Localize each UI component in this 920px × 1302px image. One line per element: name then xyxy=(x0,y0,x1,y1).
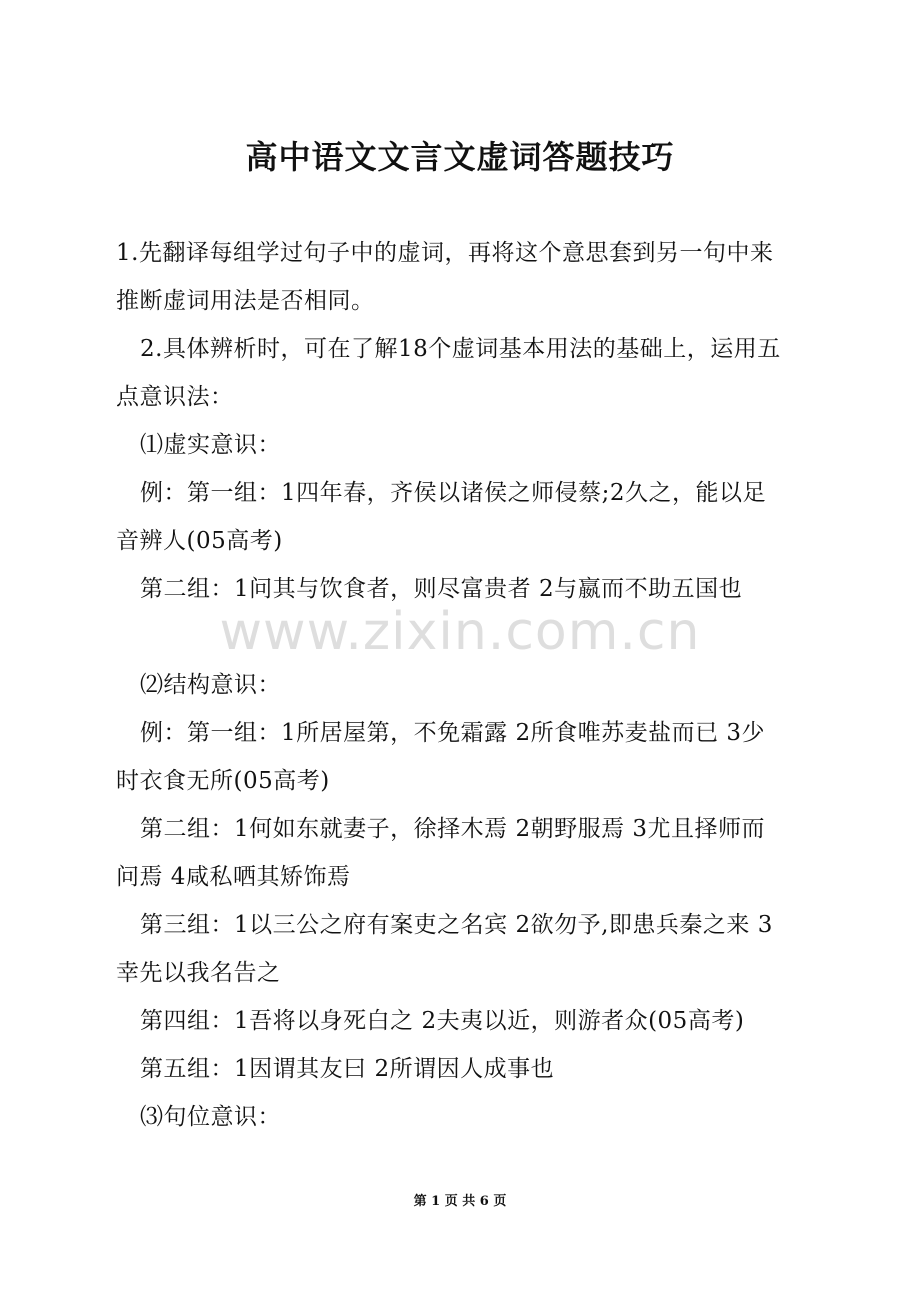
watermark: www.zixin.com.cn xyxy=(219,602,701,662)
paragraph-line: 第五组：1因谓其友曰 2所谓因人成事也 xyxy=(140,1056,555,1082)
section-heading: ⑴虚实意识： xyxy=(140,432,281,458)
paragraph-line: 问焉 4咸私哂其矫饰焉 xyxy=(116,864,351,890)
paragraph-line: 推断虚词用法是否相同。 xyxy=(116,288,375,314)
page-footer: 第 1 页 共 6 页 xyxy=(413,1194,507,1209)
section-heading: ⑵结构意识： xyxy=(140,672,281,698)
paragraph-line: 1.先翻译每组学过句子中的虚词，再将这个意思套到另一句中来 xyxy=(116,240,774,266)
paragraph-line: 第二组：1何如东就妻子，徐择木焉 2朝野服焉 3尤且择师而 xyxy=(140,816,766,842)
paragraph-line: 音辨人(05高考) xyxy=(116,528,283,554)
paragraph-line: 2.具体辨析时，可在了解18个虚词基本用法的基础上，运用五 xyxy=(140,336,781,362)
paragraph-line: 例：第一组：1四年春，齐侯以诸侯之师侵蔡;2久之，能以足 xyxy=(140,480,767,506)
paragraph-line: 第二组：1问其与饮食者，则尽富贵者 2与嬴而不助五国也 xyxy=(140,576,743,602)
paragraph-line: 例：第一组：1所居屋第，不免霜露 2所食唯苏麦盐而已 3少 xyxy=(140,720,766,746)
document-title: 高中语文文言文虚词答题技巧 xyxy=(245,138,675,176)
paragraph-line: 第三组：1以三公之府有案吏之名宾 2欲勿予,即患兵秦之来 3 xyxy=(140,912,773,938)
paragraph-line: 时衣食无所(05高考) xyxy=(116,768,330,794)
paragraph-line: 幸先以我名告之 xyxy=(116,960,281,986)
section-heading: ⑶句位意识： xyxy=(140,1104,281,1130)
paragraph-line: 第四组：1吾将以身死白之 2夫夷以近，则游者众(05高考) xyxy=(140,1008,745,1034)
paragraph-line: 点意识法： xyxy=(116,384,234,410)
